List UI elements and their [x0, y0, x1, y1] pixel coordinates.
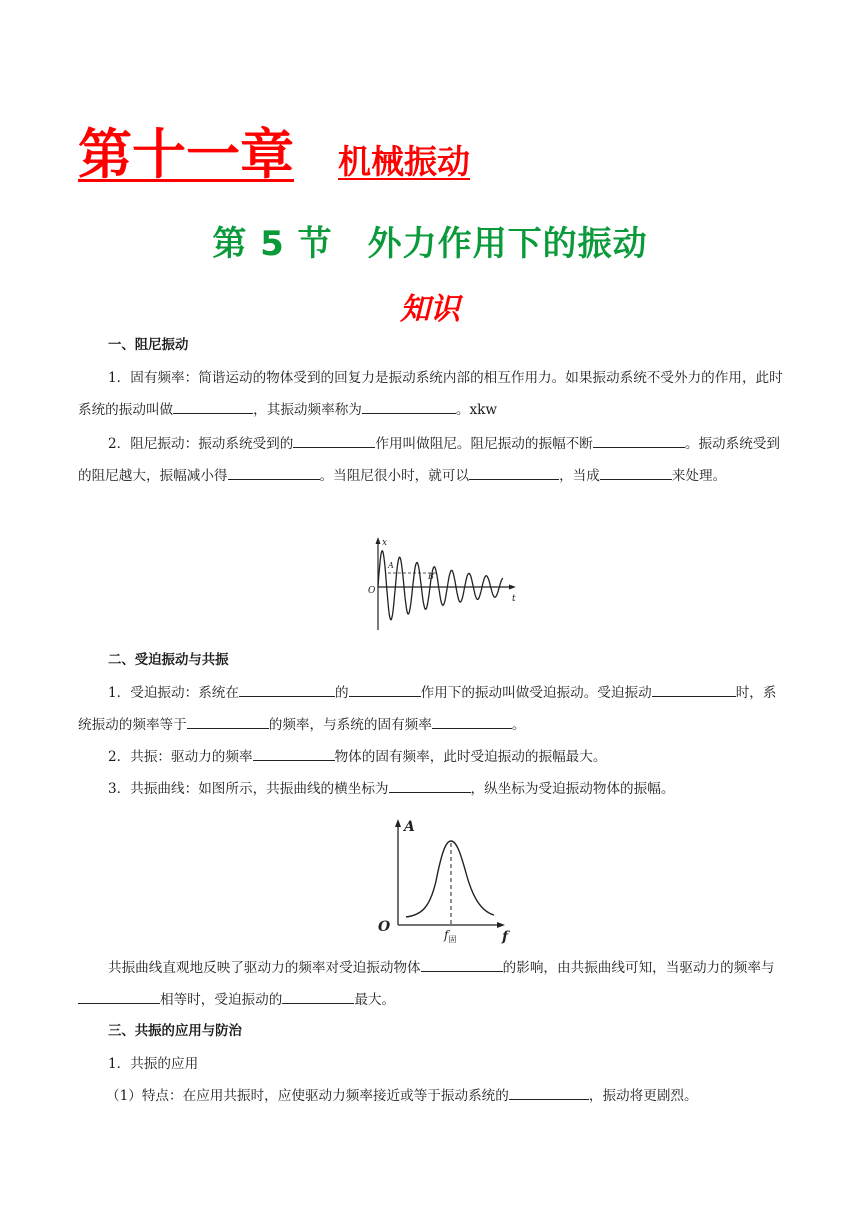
point-a-label: A [388, 561, 394, 570]
origin-label: O [368, 586, 376, 596]
section-applications [78, 1016, 783, 1112]
section-heading: 三、共振的应用与防治 [108, 1024, 242, 1039]
fill-blank[interactable] [173, 399, 253, 414]
fill-blank[interactable] [389, 778, 471, 793]
knowledge-label: 知识 [400, 292, 460, 327]
paragraph-damped-vibration: 2．阻尼振动：振动系统受到的 作用叫做阻尼。阻尼振动的振幅不断 。振动系统受到的阻尼越大，振幅减小得 。当阻尼很小时，就可以 ，当成 来处理。 [78, 428, 783, 492]
section-damped [78, 330, 783, 492]
fill-blank[interactable] [432, 714, 512, 729]
paragraph-curve-meaning: 共振曲线直观地反映了驱动力的频率对受迫振动物体 的影响，由共振曲线可知，当驱动力的频率与相等时，受迫振动的 最大。 [78, 952, 783, 1016]
fill-blank[interactable] [652, 682, 736, 697]
fill-blank[interactable] [228, 465, 320, 480]
damped-oscillation-figure [366, 535, 526, 635]
fill-blank[interactable] [282, 989, 354, 1004]
resonance-curve-figure [370, 815, 520, 945]
fill-blank[interactable] [239, 682, 335, 697]
fill-blank[interactable] [469, 465, 559, 480]
fill-blank[interactable] [253, 746, 335, 761]
fill-blank[interactable] [421, 957, 503, 972]
chapter-heading [78, 112, 470, 189]
natural-frequency-label: $f_固$ [444, 928, 457, 944]
y-axis-label: A [404, 819, 415, 835]
section-forced-cont [78, 952, 783, 1016]
paragraph-application-feature: （1）特点：在应用共振时，应使驱动力频率接近或等于振动系统的 ，振动将更剧烈。 [78, 1080, 783, 1112]
paragraph-natural-frequency: 1．固有频率：简谐运动的物体受到的回复力是振动系统内部的相互作用力。如果振动系统不受外力的作用，此时系统的振动叫做 ，其振动频率称为 。xkw [78, 370, 783, 418]
fill-blank[interactable] [593, 433, 685, 448]
point-b-label: B [428, 572, 434, 581]
fill-blank[interactable] [362, 399, 456, 414]
section-heading: 一、阻尼振动 [108, 338, 189, 353]
origin-label: O [378, 919, 391, 935]
resonance-curve [406, 841, 494, 917]
fill-blank[interactable] [78, 989, 160, 1004]
paragraph-forced-vibration: 1．受迫振动：系统在 的 作用下的振动叫做受迫振动。受迫振动 时，系统振动的频率等于 的频率，与系统的固有频率 。 [78, 677, 783, 741]
paragraph-resonance: 2．共振：驱动力的频率 物体的固有频率，此时受迫振动的振幅最大。 [78, 741, 783, 773]
fill-blank[interactable] [509, 1085, 589, 1100]
x-axis-label: f [502, 929, 509, 945]
damped-curve [378, 551, 503, 620]
t-axis-label: t [512, 594, 516, 604]
fill-blank[interactable] [600, 465, 672, 480]
section-forced [78, 645, 783, 805]
paragraph-resonance-curve: 3．共振曲线：如图所示，共振曲线的横坐标为 ，纵坐标为受迫振动物体的振幅。 [78, 773, 783, 805]
fill-blank[interactable] [293, 433, 375, 448]
section-heading: 二、受迫振动与共振 [108, 653, 229, 668]
fill-blank[interactable] [187, 714, 269, 729]
chapter-number: 第十一章 [78, 123, 294, 186]
chapter-name: 机械振动 [338, 142, 470, 181]
paragraph-application-title: 1．共振的应用 [108, 1056, 199, 1072]
fill-blank[interactable] [349, 682, 421, 697]
x-axis-label: x [382, 538, 388, 548]
section-title: 第 5 节 外力作用下的振动 [212, 224, 648, 264]
